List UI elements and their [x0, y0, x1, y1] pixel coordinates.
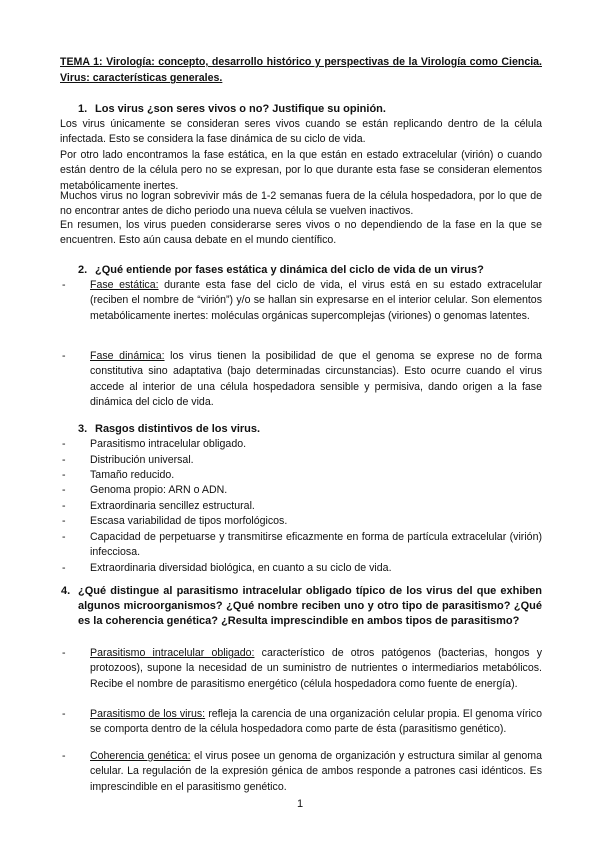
question-2-text: ¿Qué entiende por fases estática y dinámica del ciclo de vida de un virus?: [95, 264, 484, 276]
list-dash: -: [62, 500, 66, 512]
q1-paragraph-3: Muchos virus no logran sobrevivir más de 1-2 semanas fuera de la célula hospedadora, por lo que de no encontrar antes de dicho periodo una nueva célula se vuelven inactivos.: [60, 190, 542, 218]
q3-item: [60, 483, 542, 498]
q4-text-intracellular: característico de otros patógenos (bacterias, hongos y protozoos), supone la necesidad de un suministro de nutrientes o intermediarios metabólicos. Recibe el nombre de parasitismo energético (célula hospedadora como fuente de energía).: [90, 647, 542, 690]
page-number: 1: [296, 798, 304, 810]
q1-paragraph-2: Por otro lado encontramos la fase estática, en la que están en estado extracelular (virión) o cuando están dentro de la célula pero no se expresan, por lo que durante esta fase se consideran elementos metabólicamente inertes.: [60, 149, 542, 192]
q4-item-intracellular: [60, 646, 542, 692]
q1-paragraph-4: En resumen, los virus pueden considerarse seres vivos o no dependiendo de la fase en la que se encuentren. Esto aún causa debate en el mundo científico.: [60, 219, 542, 247]
question-4-text: ¿Qué distingue al parasitismo intracelular obligado típico de los virus del que exhiben algunos microorganismos? ¿Qué nombre reciben uno y otro tipo de parasitismo? ¿Qué es la coherencia genética? ¿Resulta imprescindible en ambos tipos de parasitismo?: [78, 585, 542, 627]
question-2-number: 2.: [78, 264, 88, 276]
q3-item-text: Extraordinaria sencillez estructural.: [90, 500, 255, 512]
question-1-number: 1.: [78, 103, 88, 115]
list-dash: -: [62, 531, 66, 543]
q4-term-genetic-coherence: Coherencia genética:: [90, 750, 191, 762]
q3-item: [60, 453, 542, 468]
question-4-heading: [61, 584, 542, 629]
q3-item-text: Parasitismo intracelular obligado.: [90, 438, 247, 450]
document-title: TEMA 1: Virología: concepto, desarrollo histórico y perspectivas de la Virología como Ciencia. Virus: características generales.: [60, 56, 542, 84]
q3-item-text: Distribución universal.: [90, 454, 194, 466]
q2-term-static: Fase estática:: [90, 279, 159, 291]
question-3-text: Rasgos distintivos de los virus.: [95, 423, 261, 435]
list-dash: -: [62, 350, 66, 362]
q4-text-genetic-coherence: el virus posee un genoma de organización y estructura similar al genoma celular. La regulación de la expresión génica de ambos responde a patrones casi idénticos. Es imprescindible en el parasitismo genético.: [90, 750, 543, 793]
list-dash: -: [62, 279, 66, 291]
question-3-heading: [78, 422, 542, 437]
list-dash: -: [62, 484, 66, 496]
q1-paragraph-1: Los virus únicamente se consideran seres vivos cuando se están replicando dentro de la célula infectada. Esto se considera la fase dinámica de su ciclo de vida.: [60, 118, 542, 146]
q3-item-text: Escasa variabilidad de tipos morfológicos.: [90, 515, 288, 527]
list-dash: -: [62, 562, 66, 574]
q3-item: [60, 437, 542, 452]
list-dash: -: [62, 708, 66, 720]
q3-item: [60, 499, 542, 514]
question-1-heading: [78, 102, 542, 117]
q3-item-text: Capacidad de perpetuarse y transmitirse eficazmente en forma de partícula extracelular (virión) infecciosa.: [90, 531, 542, 559]
q2-item-static-phase: [60, 278, 542, 324]
q3-item: [60, 561, 542, 576]
list-dash: -: [62, 438, 66, 450]
list-dash: -: [62, 515, 66, 527]
list-dash: -: [62, 750, 66, 762]
list-dash: -: [62, 469, 66, 481]
q4-item-genetic-coherence: [60, 749, 542, 795]
q4-term-virus-parasitism: Parasitismo de los virus:: [90, 708, 206, 720]
question-4-number: 4.: [61, 585, 71, 597]
q4-term-intracellular: Parasitismo intracelular obligado:: [90, 647, 255, 659]
question-1-text: Los virus ¿son seres vivos o no? Justifique su opinión.: [95, 103, 386, 115]
q2-item-dynamic-phase: [60, 349, 542, 411]
q2-text-static: durante esta fase del ciclo de vida, el virus está en su estado extracelular (reciben el nombre de “virión”) y/o se hallan sin expresarse en el interior celular. Son elementos metabólicamente inertes: moléculas orgánicas supercomplejas (viriones) o genomas latentes.: [90, 279, 542, 322]
q2-text-dynamic: los virus tienen la posibilidad de que el genoma se exprese no de forma constitutiva sino adaptativa (bajo determinadas circunstancias). Esto ocurre cuando el virus accede al interior de una célula hospedadora sensible y permisiva, dando origen a la fase dinámica del ciclo de vida.: [90, 350, 542, 409]
q3-item: [60, 468, 542, 483]
list-dash: -: [62, 454, 66, 466]
question-3-number: 3.: [78, 423, 88, 435]
q2-term-dynamic: Fase dinámica:: [90, 350, 165, 362]
q3-item-text: Genoma propio: ARN o ADN.: [90, 484, 228, 496]
q4-text-virus-parasitism: refleja la carencia de una organización celular propia. El genoma vírico se comporta dentro de la célula hospedadora como parte de ésta (parasitismo genético).: [90, 708, 542, 736]
q4-item-virus-parasitism: [60, 707, 542, 738]
list-dash: -: [62, 647, 66, 659]
q3-item: [60, 530, 542, 561]
question-2-heading: [78, 263, 542, 278]
q3-item: [60, 514, 542, 529]
q3-item-text: Tamaño reducido.: [90, 469, 175, 481]
q3-item-text: Extraordinaria diversidad biológica, en cuanto a su ciclo de vida.: [90, 562, 392, 574]
